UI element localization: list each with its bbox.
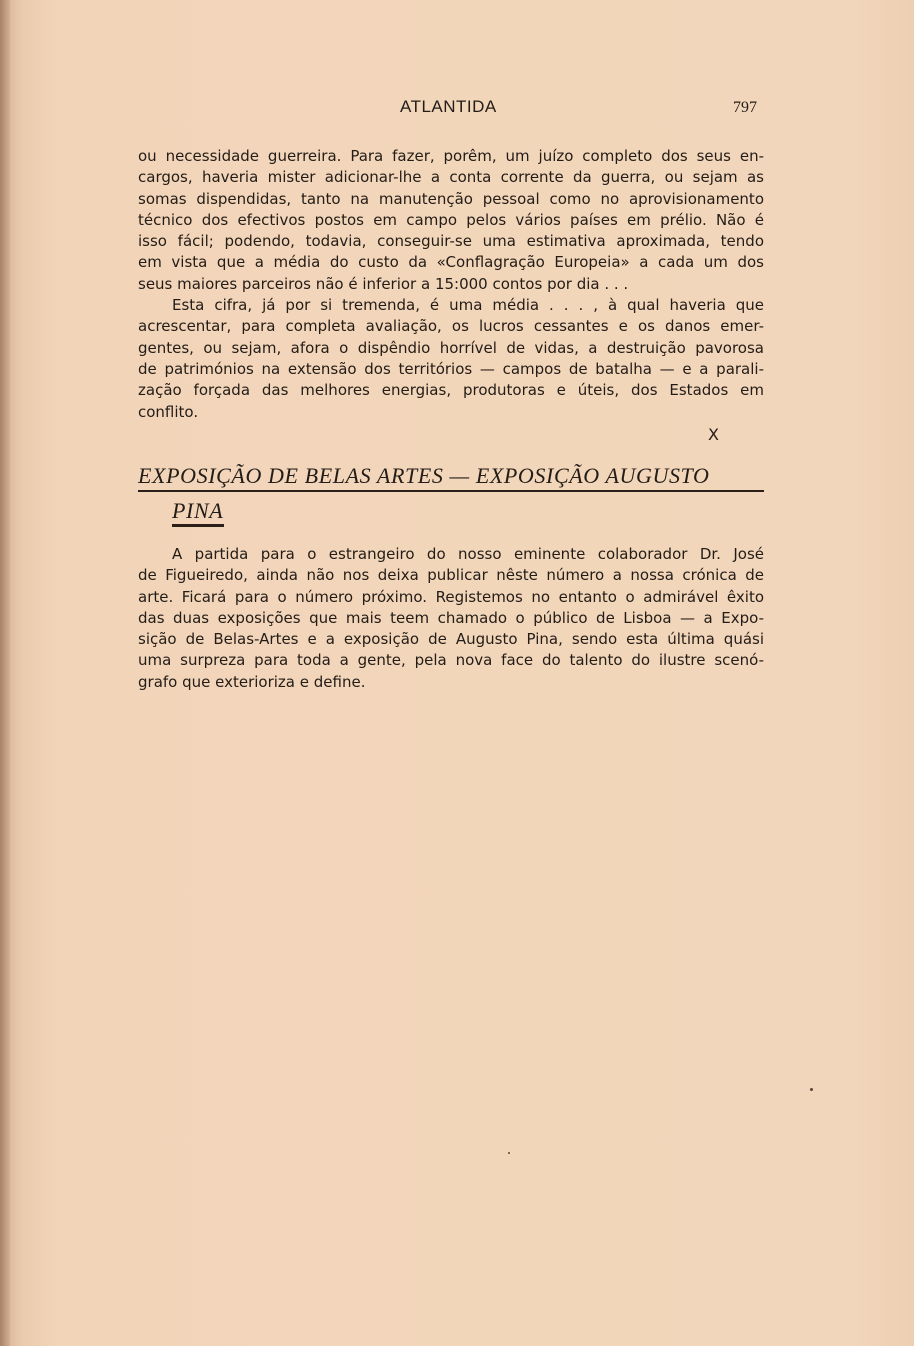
- text-line: das duas exposições que mais teem chamado o público de Lisboa — a Expo-: [138, 608, 764, 627]
- text-line: zação forçada das melhores energias, produtoras e úteis, dos Estados em: [138, 381, 764, 400]
- journal-title: ATLANTIDA: [400, 97, 497, 116]
- binding-edge: [0, 0, 10, 1346]
- text-line: ou necessidade guerreira. Para fazer, porêm, um juízo completo dos seus en-: [138, 147, 764, 165]
- text-line: A partida para o estrangeiro do nosso eminente colaborador Dr. José: [172, 545, 764, 563]
- section-number: X: [708, 425, 719, 444]
- text-line: isso fácil; podendo, todavia, conseguir-se uma estimativa aproximada, tendo: [138, 232, 764, 251]
- text-line: de patrimónios na extensão dos territórios — campos de batalha — e a parali-: [138, 359, 764, 378]
- text-line: sição de Belas-Artes e a exposição de Augusto Pina, sendo esta última quási: [138, 630, 764, 649]
- text-line: Esta cifra, já por si tremenda, é uma média . . . , à qual haveria que: [172, 296, 764, 315]
- text-line: grafo que exterioriza e define.: [138, 672, 366, 691]
- text-line: em vista que a média do custo da «Conflagração Europeia» a cada um dos: [138, 253, 764, 272]
- section-heading-line-2: PINA: [172, 498, 223, 526]
- text-line: acrescentar, para completa avaliação, os lucros cessantes e os danos emer-: [138, 317, 764, 336]
- text-line: técnico dos efectivos postos em campo pelos vários países em prélio. Não é: [138, 210, 764, 229]
- text-line: gentes, ou sejam, afora o dispêndio horrível de vidas, a destruição pavorosa: [138, 338, 764, 357]
- section-heading-line-1: EXPOSIÇÃO DE BELAS ARTES — EXPOSIÇÃO AUGUSTO: [138, 462, 764, 492]
- section-heading: [138, 462, 764, 526]
- text-line: uma surpreza para toda a gente, pela nova face do talento do ilustre scenó-: [138, 651, 764, 670]
- page-number: 797: [733, 99, 757, 116]
- text-line: conflito.: [138, 402, 199, 421]
- paper-speck: [810, 1088, 813, 1091]
- text-line: somas dispendidas, tanto na manutenção pessoal como no aprovisionamento: [138, 189, 764, 208]
- text-line: arte. Ficará para o número próximo. Registemos no entanto o admirável êxito: [138, 587, 764, 606]
- text-line: de Figueiredo, ainda não nos deixa publicar nêste número a nossa crónica de: [138, 566, 764, 585]
- text-line: cargos, haveria mister adicionar-lhe a conta corrente da guerra, ou sejam as: [138, 168, 764, 187]
- paper-speck: [508, 1152, 510, 1154]
- running-head: [0, 97, 914, 121]
- text-line: seus maiores parceiros não é inferior a 15:000 contos por dia . . .: [138, 274, 629, 293]
- heading-rule: [172, 524, 224, 527]
- continued-text: [138, 146, 764, 423]
- exhibition-paragraph: [138, 544, 764, 693]
